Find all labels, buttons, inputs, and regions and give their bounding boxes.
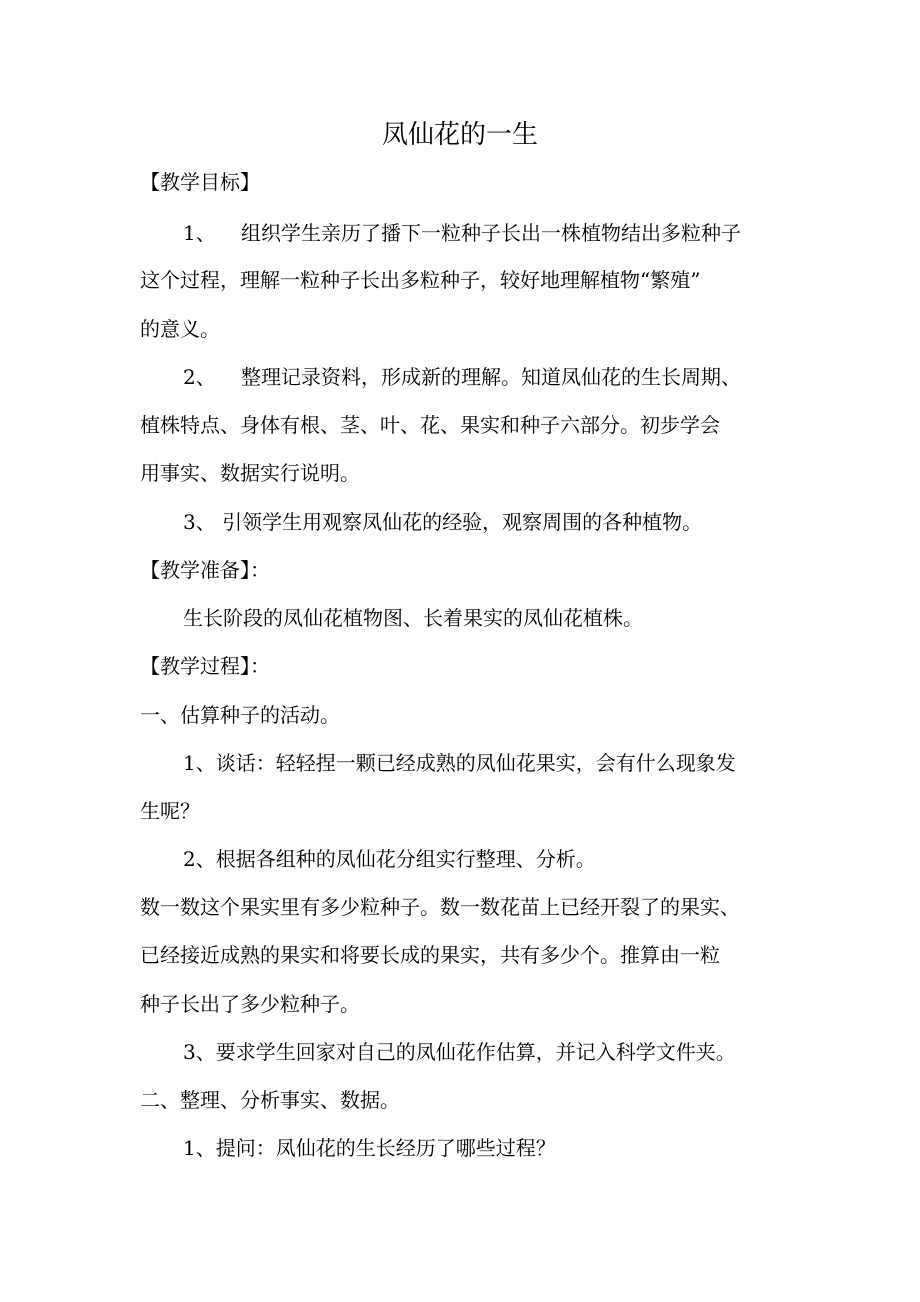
- goal-2-text: 整理记录资料，形成新的理解。知道凤仙花的生长周期、: [241, 365, 741, 389]
- section-heading-process: 【教学过程】：: [140, 654, 270, 678]
- prep-text: 生长阶段的凤仙花植物图、长着果实的凤仙花植株。: [183, 606, 643, 630]
- part-1-paragraph-line-2: 已经接近成熟的果实和将要长成的果实，共有多少个。推算由一粒: [140, 943, 720, 967]
- goal-2-line-1: [183, 363, 741, 391]
- goal-3: 3、 引领学生用观察凤仙花的经验，观察周围的各种植物。: [183, 510, 703, 534]
- document-title: 凤仙花的一生: [381, 120, 538, 150]
- goal-1-line-3: 的意义。: [140, 317, 220, 341]
- goal-2-line-2: 植株特点、身体有根、茎、叶、花、果实和种子六部分。初步学会: [140, 413, 720, 437]
- part-1-item-1-line-1: 1、谈话：轻轻捏一颗已经成熟的凤仙花果实，会有什么现象发: [183, 751, 736, 775]
- goal-1-text: 组织学生亲历了播下一粒种子长出一株植物结出多粒种子: [241, 221, 741, 245]
- part-1-heading: 一、估算种子的活动。: [140, 703, 340, 727]
- part-2-item-1: 1、提问：凤仙花的生长经历了哪些过程？: [183, 1136, 556, 1160]
- part-1-item-1-line-2: 生呢？: [140, 799, 200, 823]
- part-2-heading: 二、整理、分析事实、数据。: [140, 1088, 400, 1112]
- part-1-item-3: 3、要求学生回家对自己的凤仙花作估算，并记入科学文件夹。: [183, 1040, 736, 1064]
- section-heading-goals: 【教学目标】: [140, 170, 260, 194]
- goal-1-line-2: 这个过程，理解一粒种子长出多粒种子，较好地理解植物“繁殖”: [140, 268, 701, 292]
- part-1-item-2: 2、根据各组种的凤仙花分组实行整理、分析。: [183, 847, 596, 871]
- part-1-paragraph-line-3: 种子长出了多少粒种子。: [140, 992, 360, 1016]
- goal-2-line-3: 用事实、数据实行说明。: [140, 461, 360, 485]
- goal-1-line-1: [183, 219, 741, 247]
- goal-1-number: 1、: [183, 221, 216, 245]
- part-1-paragraph-line-1: 数一数这个果实里有多少粒种子。数一数花苗上已经开裂了的果实、: [140, 895, 740, 919]
- goal-2-number: 2、: [183, 365, 216, 389]
- section-heading-prep: 【教学准备】：: [140, 558, 270, 582]
